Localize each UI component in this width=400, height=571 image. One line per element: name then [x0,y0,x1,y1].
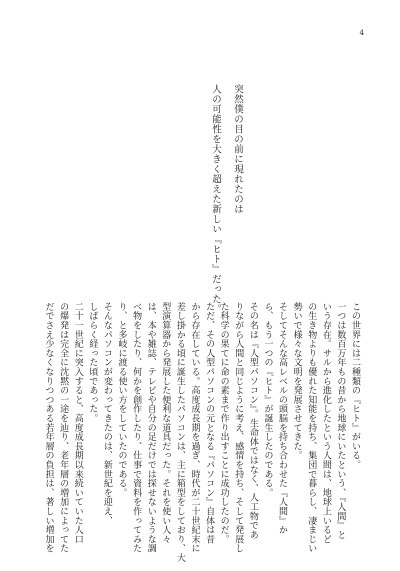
text-line: の爆発は完全に沈黙の一途を辿り、老年層の増加によってた [58,302,69,554]
text-line: しばらく経った頃であった。 [87,302,98,423]
text-line: そんなパソコンが変わってきたのは、新世紀を迎え、 [101,302,112,526]
text-line: 型演算器から発展した便利な道具だった。それを使い人々 [160,302,171,544]
text-line: その名は『人型パソコン』。生命体ではなく、人工物であ [247,302,258,540]
epigraph [204,84,248,314]
text-line: ら、もう一つの『ヒト』が誕生したのである。 [262,302,273,498]
page-number: 4 [359,29,364,37]
text-line: この世界には二種類の『ヒト』がいる。 [350,302,360,470]
text-line: から存在している。高度成長期を過ぎ、時代が二十世紀末に [189,302,200,554]
text-line: いう存在。サルから進化したという人間は、地球上いるど [320,302,331,544]
text-line: りながら人間と同じように考え、感情を持ち、そして発展し [233,302,244,554]
text-line: ただ、その人型パソコンの元となる『パソコン』自体は昔 [204,302,215,544]
text-line: べ物をしたり、何かを創作したり、仕事で資料を作ってみた [131,302,142,554]
text-line: そしてそんな高レベルの頭脳を持ち合わせた『人間』か [277,302,288,535]
text-line: り、と多岐に渡る使い方をしていたのである。 [116,302,127,498]
epigraph-line: 突然僕の目の前に現れたのは [232,84,243,214]
text-line: だでさえ少なくなりつつある若年層の負担は、著しい増加を [43,302,54,554]
text-line: た科学の果てに命の素まで作り出すことに成功したのだ。 [218,302,229,544]
text-line: 差し掛かる頃に誕生したパソコンは、主に箱型をしており、大 [174,302,185,563]
body-text [41,302,362,563]
text-line: の生き物よりも優れた知能を持ち、集団で暮らし、凄まじい [306,302,317,554]
text-line: 一つは数百万年もの昔から地球にいたという、『人間』と [335,302,346,540]
text-line: 二十一世紀に突入すると、高度成長期以来続いていた人口 [72,302,83,544]
epigraph-line: 人の可能性を大きく超えた新しい『ヒト』だった。 [210,84,221,314]
text-line: は、本や雑誌、テレビや自分の足だけでは探せないような調 [145,302,156,554]
text-line: 勢いで様々な文明を発展させてきた。 [291,302,302,461]
